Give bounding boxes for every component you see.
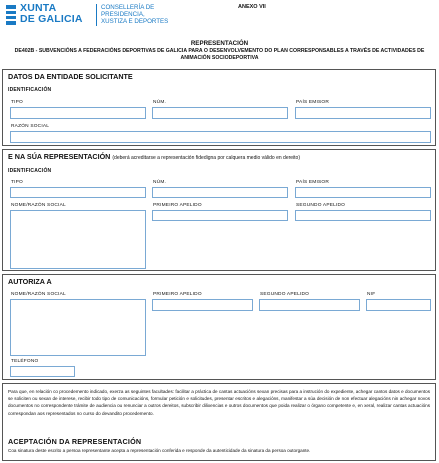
entity-country-field[interactable] (295, 107, 431, 119)
type-label: TIPO (11, 100, 23, 105)
authorized-second-surname-field[interactable] (259, 299, 360, 311)
representative-type-field[interactable] (10, 187, 146, 198)
section-heading: AUTORIZA A (8, 277, 52, 286)
phone-label: TELÉFONO (11, 359, 39, 364)
second-surname-label: SEGUNDO APELIDO (296, 203, 346, 208)
section-heading-text: E NA SÚA REPRESENTACIÓN (8, 152, 111, 161)
annex-label: ANEXO VII (238, 4, 266, 10)
acceptance-text: Coa sinatura deste escrito a persoa representante acepta a representación conferida e responde da autenticidade da sinatura da persoa outorgante. (8, 448, 311, 453)
identification-label: IDENTIFICACIÓN (8, 168, 52, 174)
section-applicant-entity (2, 69, 436, 146)
section-authorized-person (2, 274, 436, 380)
representative-country-field[interactable] (295, 187, 431, 198)
document-subtitle: DE402B - SUBVENCIÓNS A FEDERACIÓNS DEPORTIVAS DE GALICIA PARA O DESENVOLVEMENTO DO PLAN CORRESPONSABLES A TRAVÉS DE ACTIVIDADES DE ANIMACIÓN SOCIODEPORTIVA (14, 48, 425, 61)
department-name (101, 4, 181, 26)
identification-label: IDENTIFICACIÓN (8, 87, 52, 93)
logo-name (20, 3, 92, 25)
issuing-country-label: PAÍS EMISOR (296, 180, 330, 185)
xunta-emblem-icon (6, 5, 16, 25)
logo-name-line1: XUNTA (20, 2, 57, 14)
department-line3: XUSTIZA E DEPORTES (101, 18, 169, 26)
acceptance-heading: ACEPTACIÓN DA REPRESENTACIÓN (8, 437, 142, 446)
authorized-phone-field[interactable] (10, 366, 75, 377)
logo-name-line2: DE GALICIA (20, 13, 83, 25)
second-surname-label: SEGUNDO APELIDO (260, 292, 310, 297)
authorized-first-surname-field[interactable] (152, 299, 253, 311)
entity-number-field[interactable] (152, 107, 288, 119)
logo-divider (96, 4, 97, 26)
name-label: NOME/RAZÓN SOCIAL (11, 203, 66, 208)
department-line1: CONSELLERÍA DE (101, 4, 155, 11)
type-label: TIPO (11, 180, 23, 185)
section-powers-and-acceptance (2, 383, 436, 461)
department-line2: PRESIDENCIA, (101, 11, 145, 19)
authorized-nif-field[interactable] (366, 299, 431, 311)
name-label: NOME/RAZÓN SOCIAL (11, 292, 66, 297)
first-surname-label: PRIMEIRO APELIDO (153, 203, 202, 208)
document-title: REPRESENTACIÓN (190, 40, 249, 47)
section-representative (2, 149, 436, 271)
number-label: NÚM. (153, 100, 167, 105)
representative-number-field[interactable] (152, 187, 288, 198)
section-heading (8, 152, 300, 161)
number-label: NÚM. (153, 180, 167, 185)
representative-first-surname-field[interactable] (152, 210, 288, 221)
section-heading: DATOS DA ENTIDADE SOLICITANTE (8, 72, 133, 81)
representative-second-surname-field[interactable] (295, 210, 431, 221)
first-surname-label: PRIMEIRO APELIDO (153, 292, 202, 297)
section-heading-note: (deberá acreditarse a representación fidedigna por calquera medio válido en dereito) (112, 155, 300, 161)
entity-business-name-field[interactable] (10, 131, 431, 143)
authorized-name-field[interactable] (10, 299, 146, 356)
representative-name-field[interactable] (10, 210, 146, 269)
powers-text: Para que, en relación co procedemento indicado, exerza as seguintes facultades: facilitar a práctica de cantas actuacións sexan precisas para a instrución do expediente, achegar cantos datos e documentos se soliciten ou sexan de interese, recibir todo tipo de comunicacións, formular petición e solicitudes, presentar escritos e alegacións, manifestar a súa decisión de non efectuar alegacións nin achegar novos documentos no correspondente trámite de audiencia ou renunciar a outros dereitos, subscribir dilixencias e outros documentos que poida realizar o órgano competente e, en xeral, realizar cantas actuacións correspondan aos representados no curso do devandito procedemento. (8, 389, 430, 416)
nif-label: NIF (367, 292, 376, 297)
business-name-label: RAZÓN SOCIAL (11, 124, 50, 129)
xunta-logo (6, 3, 176, 27)
entity-type-field[interactable] (10, 107, 146, 119)
issuing-country-label: PAÍS EMISOR (296, 100, 330, 105)
